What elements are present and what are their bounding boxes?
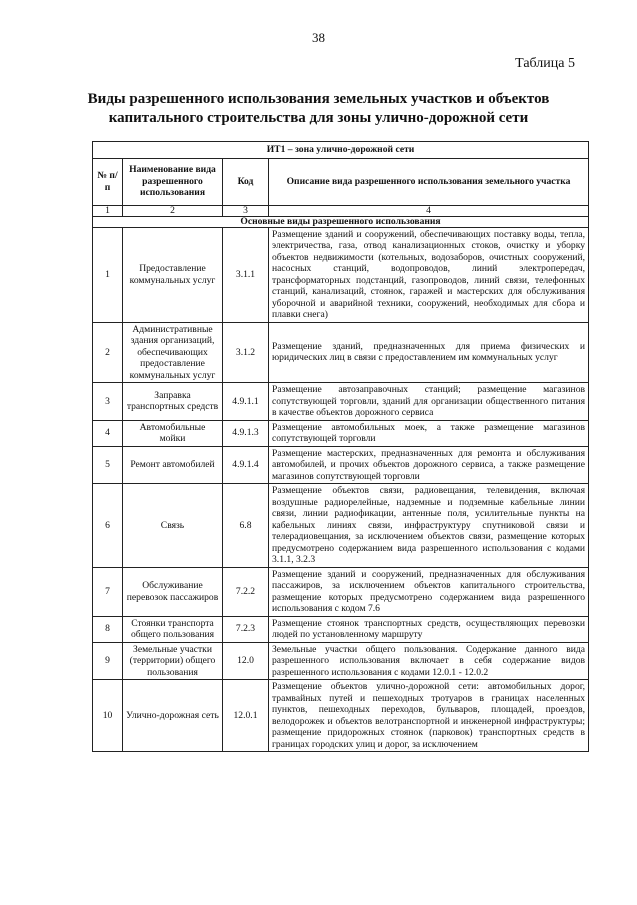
table-row [93, 322, 589, 383]
use-description: Размещение зданий, предназначенных для приема физических и юридических лиц в связи с предоставлением им коммунальных услуг [269, 322, 589, 383]
use-name: Обслуживание перевозок пассажиров [123, 567, 223, 616]
use-description: Размещение стоянок транспортных средств, осуществляющих перевозки людей по установленному маршруту [269, 616, 589, 642]
use-name: Ремонт автомобилей [123, 446, 223, 484]
row-number: 8 [93, 616, 123, 642]
header-row [93, 158, 589, 205]
table-row [93, 567, 589, 616]
row-number: 2 [93, 322, 123, 383]
use-code: 3.1.2 [223, 322, 269, 383]
use-name: Заправка транспортных средств [123, 383, 223, 421]
use-code: 7.2.3 [223, 616, 269, 642]
use-description: Размещение автозаправочных станций; размещение магазинов сопутствующей торговли, зданий для организации общественного питания в качестве объектов дорожного сервиса [269, 383, 589, 421]
use-code: 3.1.1 [223, 227, 269, 322]
use-name: Автомобильные мойки [123, 420, 223, 446]
use-code: 12.0 [223, 642, 269, 680]
column-numbers-row [93, 205, 589, 216]
row-number: 10 [93, 680, 123, 752]
row-number: 1 [93, 227, 123, 322]
use-description: Земельные участки общего пользования. Содержание данного вида разрешенного использования включает в себя содержание видов разрешенного использования с кодами 12.0.1 - 12.0.2 [269, 642, 589, 680]
zone-title-row [93, 142, 589, 159]
heading-line-2: капитального строительства для зоны улично-дорожной сети [108, 110, 529, 126]
page-number: 38 [312, 30, 325, 45]
use-code: 7.2.2 [223, 567, 269, 616]
land-use-table [92, 141, 589, 752]
table-row [93, 680, 589, 752]
use-name: Предоставление коммунальных услуг [123, 227, 223, 322]
header-code: Код [223, 158, 269, 205]
column-number: 3 [223, 205, 269, 216]
use-name: Стоянки транспорта общего пользования [123, 616, 223, 642]
table-row [93, 642, 589, 680]
use-name: Земельные участки (территории) общего пользования [123, 642, 223, 680]
column-number: 1 [93, 205, 123, 216]
use-code: 6.8 [223, 484, 269, 568]
use-code: 12.0.1 [223, 680, 269, 752]
use-description: Размещение объектов связи, радиовещания, телевидения, включая воздушные радиорелейные, надземные и подземные кабельные линии связи, линии радиофикации, антенные поля, усилительные пункты на кабельных линиях связи, инфраструктуру спутниковой связи и телерадиовещания, за исключением объектов связи, размещение которых предусмотрено содержанием вида разрешенного использования с кодами 3.1.1, 3.2.3 [269, 484, 589, 568]
header-name: Наименование вида разрешенного использования [123, 158, 223, 205]
header-desc: Описание вида разрешенного использования земельного участка [269, 158, 589, 205]
table-row [93, 420, 589, 446]
row-number: 9 [93, 642, 123, 680]
row-number: 6 [93, 484, 123, 568]
header-num: № п/п [93, 158, 123, 205]
heading-line-1: Виды разрешенного использования земельных участков и объектов [87, 91, 550, 107]
use-description: Размещение объектов улично-дорожной сети: автомобильных дорог, трамвайных путей и пешеходных тротуаров в границах населенных пунктов, пешеходных переходов, бульваров, площадей, проездов, велодорожек и объектов велотранспортной и инженерной инфраструктуры; размещение придорожных стоянок (парковок) транспортных средств в границах городских улиц и дорог, за исключением [269, 680, 589, 752]
use-name: Административные здания организаций, обеспечивающих предоставление коммунальных услуг [123, 322, 223, 383]
document-heading [60, 90, 577, 128]
use-name: Связь [123, 484, 223, 568]
table-row [93, 484, 589, 568]
table-row [93, 227, 589, 322]
use-code: 4.9.1.1 [223, 383, 269, 421]
column-number: 4 [269, 205, 589, 216]
table-row [93, 383, 589, 421]
use-code: 4.9.1.3 [223, 420, 269, 446]
use-description: Размещение зданий и сооружений, предназначенных для обслуживания пассажиров, за исключением объектов капитального строительства, размещение которых предусмотрено содержанием вида разрешенного использования с кодом 7.6 [269, 567, 589, 616]
table-caption: Таблица 5 [515, 56, 575, 71]
row-number: 5 [93, 446, 123, 484]
use-name: Улично-дорожная сеть [123, 680, 223, 752]
zone-title: ИТ1 – зона улично-дорожной сети [93, 142, 589, 159]
section-title: Основные виды разрешенного использования [93, 216, 589, 227]
use-code: 4.9.1.4 [223, 446, 269, 484]
column-number: 2 [123, 205, 223, 216]
use-description: Размещение мастерских, предназначенных для ремонта и обслуживания автомобилей, и прочих объектов дорожного сервиса, а также размещение магазинов сопутствующей торговли [269, 446, 589, 484]
table-row [93, 616, 589, 642]
use-description: Размещение автомобильных моек, а также размещение магазинов сопутствующей торговли [269, 420, 589, 446]
row-number: 3 [93, 383, 123, 421]
row-number: 7 [93, 567, 123, 616]
use-description: Размещение зданий и сооружений, обеспечивающих поставку воды, тепла, электричества, газа, отвод канализационных стоков, очистку и уборку объектов недвижимости (котельных, водозаборов, очистных сооружений, насосных станций, водопроводов, линий электропередач, трансформаторных подстанций, газопроводов, линий связи, телефонных станций, канализаций, стоянок, гаражей и мастерских для обслуживания уборочной и аварийной техники, сооружений, необходимых для сбора и плавки снега) [269, 227, 589, 322]
table-row [93, 446, 589, 484]
row-number: 4 [93, 420, 123, 446]
section-title-row [93, 216, 589, 227]
